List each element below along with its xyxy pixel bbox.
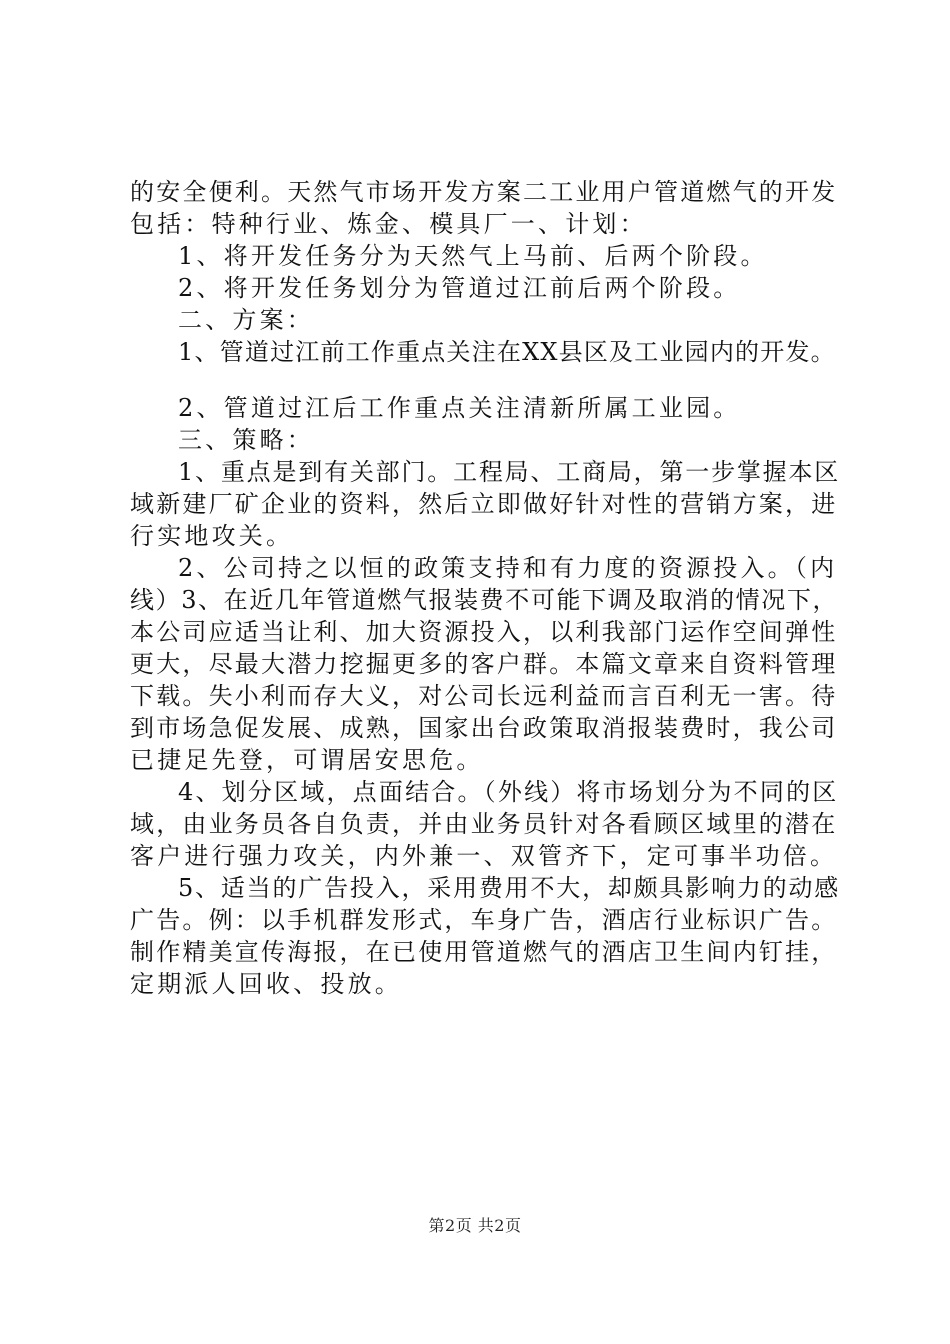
- text-line: 制作精美宣传海报，在已使用管道燃气的酒店卫生间内钉挂，: [130, 938, 838, 966]
- page-footer: 第2页 共2页: [428, 1216, 522, 1235]
- text-line: 1、重点是到有关部门。工程局、工商局，第一步掌握本区: [178, 458, 841, 486]
- text-line: 已捷足先登，可谓居安思危。: [130, 746, 484, 774]
- text-line: 1、管道过江前工作重点关注在XX县区及工业园内的开发。: [178, 338, 836, 366]
- text-line: 线）3、在近几年管道燃气报装费不可能下调及取消的情况下，: [130, 586, 839, 614]
- text-line: 4、划分区域，点面结合。（外线）将市场划分为不同的区: [178, 778, 839, 806]
- text-line: 二、方案：: [178, 306, 314, 334]
- text-line: 定期派人回收、投放。: [130, 970, 402, 998]
- text-line: 2、管道过江后工作重点关注清新所属工业园。: [178, 394, 741, 422]
- text-line: 更大，尽最大潜力挖掘更多的客户群。本篇文章来自资料管理: [130, 650, 838, 678]
- text-line: 2、公司持之以恒的政策支持和有力度的资源投入。（内: [178, 554, 838, 582]
- text-line: 的安全便利。天然气市场开发方案二工业用户管道燃气的开发: [130, 178, 838, 206]
- text-line: 到市场急促发展、成熟，国家出台政策取消报装费时，我公司: [130, 714, 838, 742]
- text-line: 三、策略：: [178, 426, 314, 454]
- text-line: 1、将开发任务分为天然气上马前、后两个阶段。: [178, 242, 768, 270]
- text-line: 域新建厂矿企业的资料，然后立即做好针对性的营销方案，进: [130, 490, 838, 518]
- text-line: 客户进行强力攻关，内外兼一、双管齐下，定可事半功倍。: [130, 842, 838, 870]
- text-line: 广告。例：以手机群发形式，车身广告，酒店行业标识广告。: [130, 906, 838, 934]
- text-line: 5、适当的广告投入，采用费用不大，却颇具影响力的动感: [178, 874, 841, 902]
- text-line: 域，由业务员各自负责，并由业务员针对各看顾区域里的潜在: [130, 810, 838, 838]
- text-line: 行实地攻关。: [130, 522, 294, 550]
- text-line: 本公司应适当让利、加大资源投入，以利我部门运作空间弹性: [130, 618, 838, 646]
- text-line: 2、将开发任务划分为管道过江前后两个阶段。: [178, 274, 741, 302]
- text-line: 下载。失小利而存大义，对公司长远利益而言百利无一害。待: [130, 682, 838, 710]
- text-line: 包括：特种行业、炼金、模具厂一、计划：: [130, 210, 647, 238]
